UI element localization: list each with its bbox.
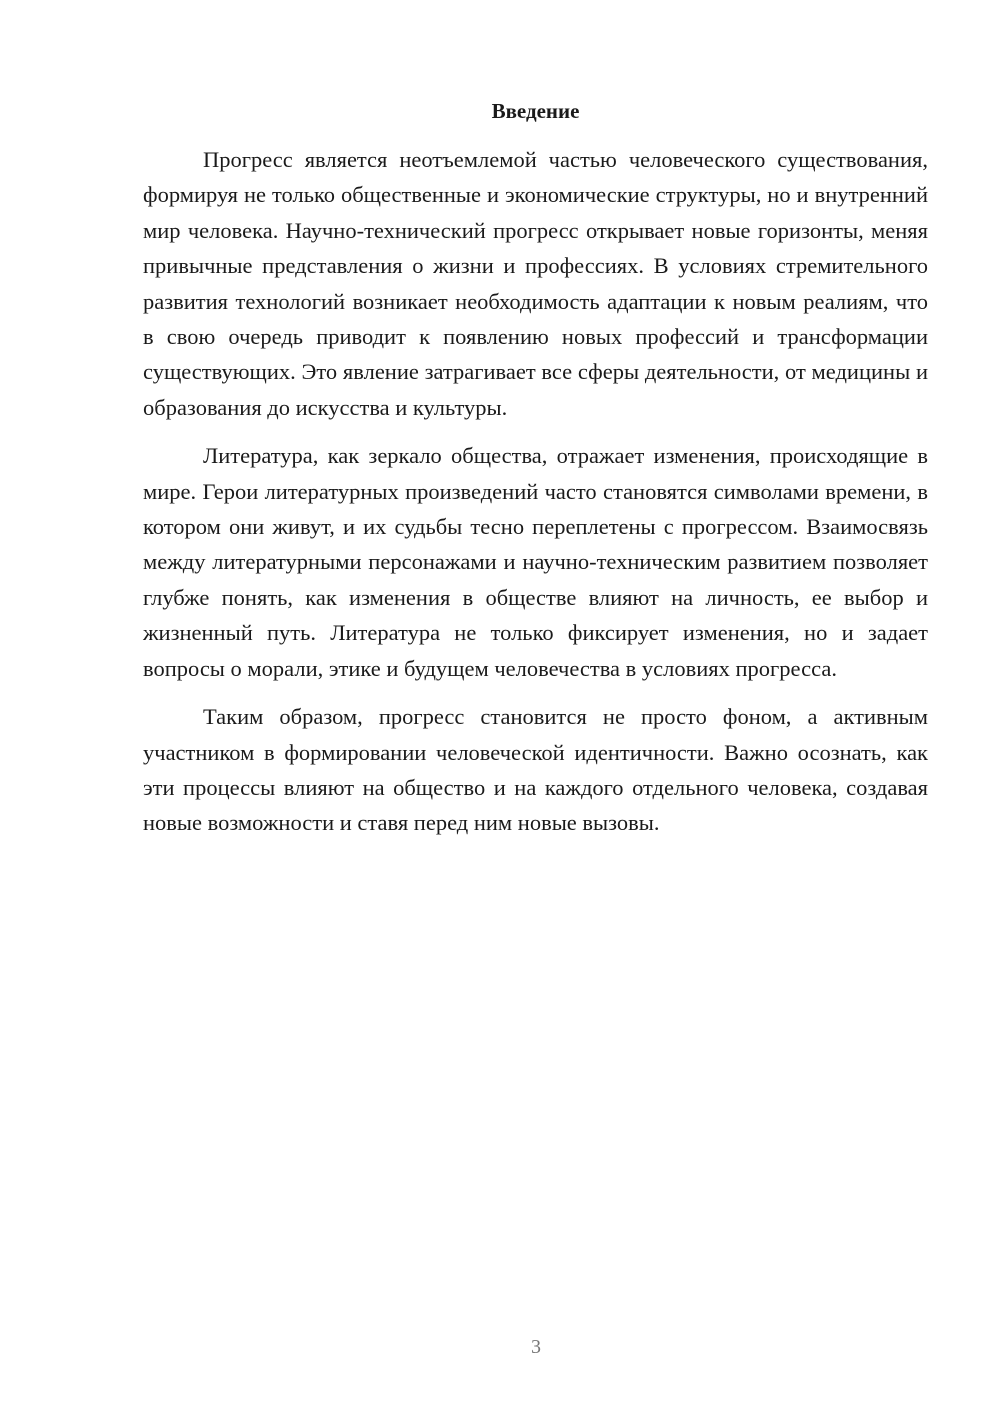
paragraph-3: Таким образом, прогресс становится не просто фоном, а активным участником в формировании человеческой идентичности. Важно осознать, как эти процессы влияют на общество и на каждого отдельного человека, создавая новые возможности и ставя перед ним новые вызовы. bbox=[143, 704, 928, 836]
body-text bbox=[143, 142, 928, 854]
paragraph-1: Прогресс является неотъемлемой частью человеческого существования, формируя не только общественные и экономические структуры, но и внутренний мир человека. Научно-технический прогресс открывает новые горизонты, меняя привычные представления о жизни и профессиях. В условиях стремительного развития технологий возникает необходимость адаптации к новым реалиям, что в свою очередь приводит к появлению новых профессий и трансформации существующих. Это явление затрагивает все сферы деятельности, от медицины и образования до искусства и культуры. bbox=[143, 147, 928, 420]
page-number: 3 bbox=[531, 1336, 541, 1358]
paragraph-2: Литература, как зеркало общества, отражает изменения, происходящие в мире. Герои литературных произведений часто становятся символами времени, в котором они живут, и их судьбы тесно переплетены с прогрессом. Взаимосвязь между литературными персонажами и научно-техническим развитием позволяет глубже понять, как изменения в обществе влияют на личность, ее выбор и жизненный путь. Литература не только фиксирует изменения, но и задает вопросы о морали, этике и будущем человечества в условиях прогресса. bbox=[143, 443, 928, 681]
section-heading: Введение bbox=[491, 99, 580, 123]
